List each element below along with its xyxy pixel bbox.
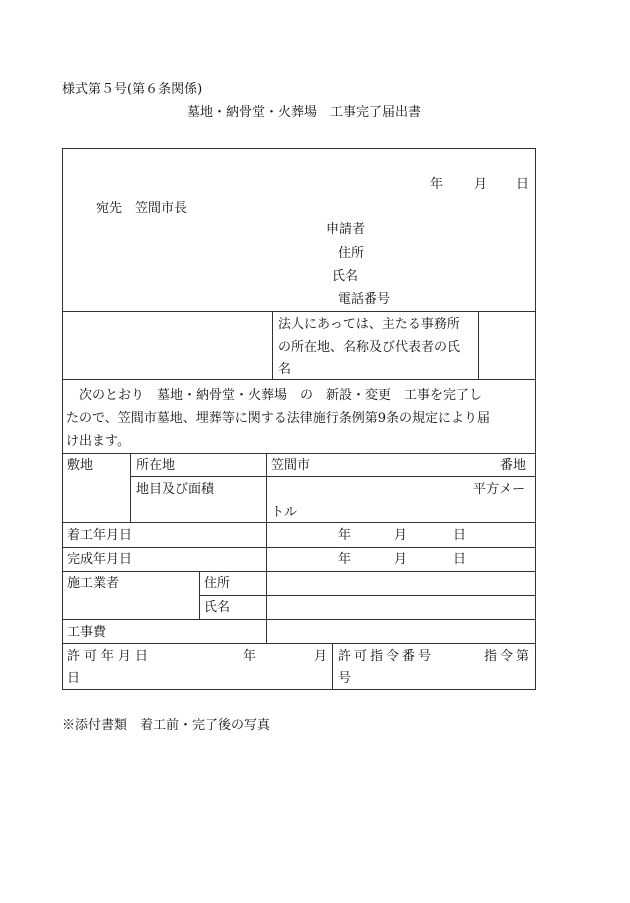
corporate-note-line-1: 法人にあっては、主たる事務所 <box>278 317 460 332</box>
contractor-address-label: 住所 <box>204 576 231 591</box>
contractor-name-label: 氏名 <box>204 600 231 615</box>
permit-number-label: 許可指令番号 <box>338 649 435 664</box>
start-date-month: 月 <box>394 528 408 543</box>
corporate-note-line-3: 名 <box>278 362 292 377</box>
start-date-year: 年 <box>338 528 352 543</box>
site-label: 敷地 <box>67 458 94 473</box>
attachments-note: ※添付書類 着工前・完了後の写真 <box>62 718 271 733</box>
corporate-note-line-2: の所在地、名称及び代表者の氏 <box>278 340 461 355</box>
land-area-label: 地目及び面積 <box>136 482 215 497</box>
form-title: 墓地・納骨堂・火葬場 工事完了届出書 <box>187 105 422 120</box>
completion-date-year: 年 <box>338 552 352 567</box>
permit-date-day: 日 <box>67 671 81 686</box>
start-date-label: 着工年月日 <box>67 528 133 543</box>
permit-date-year: 年 <box>243 649 257 664</box>
contractor-label: 施工業者 <box>67 576 120 591</box>
applicant-phone-label: 電話番号 <box>338 292 391 307</box>
applicant-label: 申請者 <box>326 222 366 237</box>
date-day: 日 <box>516 177 530 192</box>
location-label: 所在地 <box>136 458 176 473</box>
addressee: 宛先 笠間市長 <box>96 201 188 216</box>
construction-cost-label: 工事費 <box>67 625 107 640</box>
area-unit-line-1: 平方メー <box>473 482 526 497</box>
statement-line-3: け出ます。 <box>66 434 130 449</box>
date-month: 月 <box>474 177 488 192</box>
statement-line-2: たので、笠間市墓地、埋葬等に関する法律施行条例第9条の規定により届 <box>66 411 491 426</box>
permit-number-value: 指令第 <box>484 649 533 664</box>
location-suffix: 番地 <box>500 458 527 473</box>
statement-line-1: 次のとおり 墓地・納骨堂・火葬場 の 新設・変更 工事を完了し <box>66 388 483 403</box>
form-number: 様式第５号(第６条関係) <box>62 82 203 97</box>
permit-number-suffix: 号 <box>338 671 352 686</box>
completion-date-month: 月 <box>394 552 408 567</box>
applicant-address-label: 住所 <box>338 246 365 261</box>
location-city: 笠間市 <box>271 458 311 473</box>
date-year: 年 <box>430 177 444 192</box>
permit-date-month: 月 <box>314 649 328 664</box>
start-date-day: 日 <box>453 528 467 543</box>
applicant-name-label: 氏名 <box>332 269 359 284</box>
permit-date-label: 許可年月日 <box>67 649 153 664</box>
completion-date-day: 日 <box>453 552 467 567</box>
completion-date-label: 完成年月日 <box>67 552 133 567</box>
area-unit-line-2: トル <box>271 505 298 520</box>
